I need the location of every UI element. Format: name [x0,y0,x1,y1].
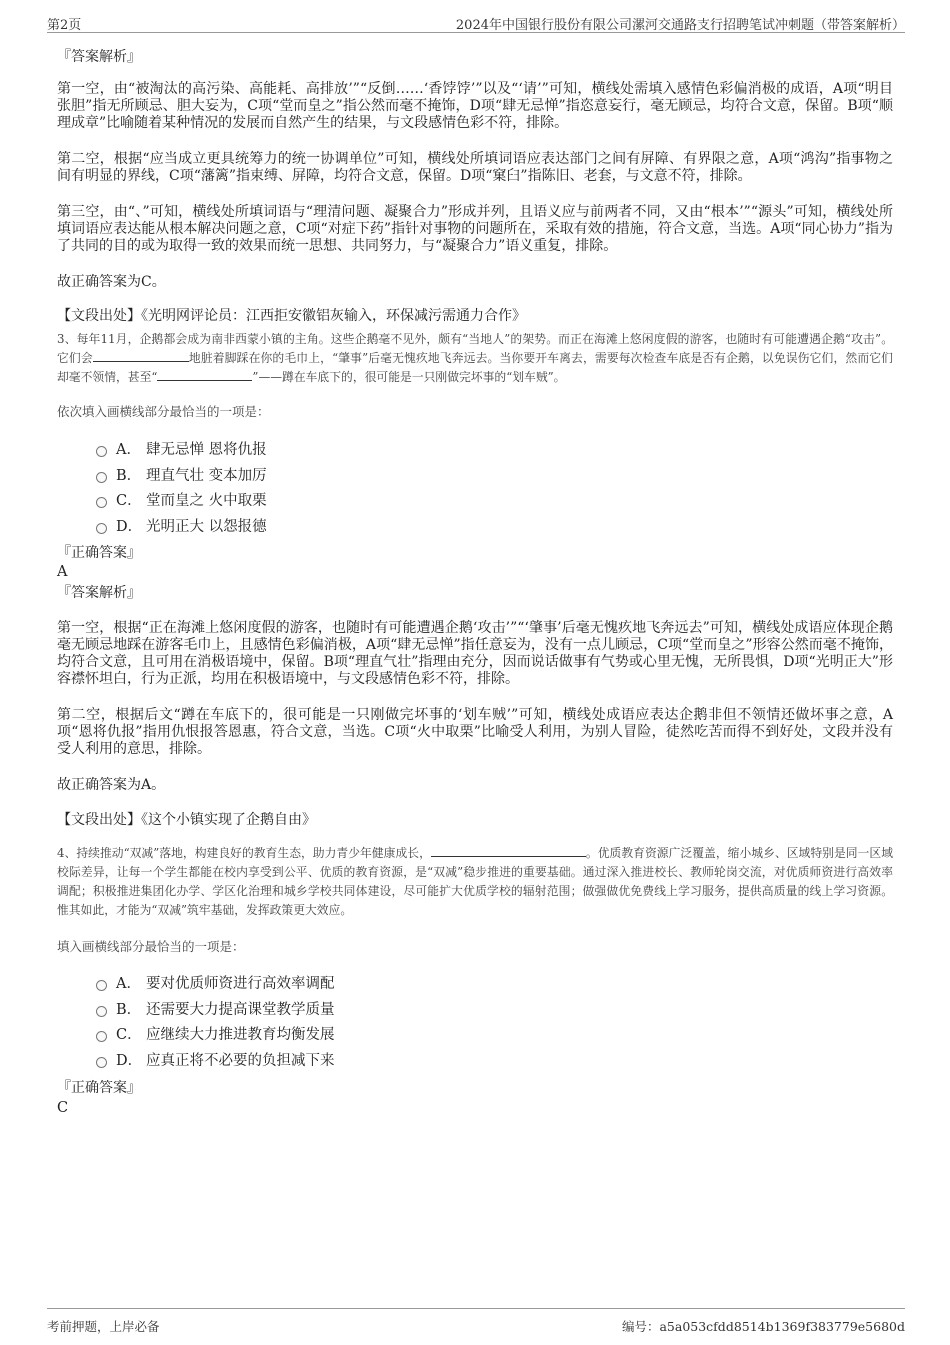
option-d[interactable] [96,513,496,539]
option-text: 理直气壮 变本加厉 [146,467,267,484]
question-3-instruction: 依次填入画横线部分最恰当的一项是： [57,404,270,419]
correct-answer: C [57,1100,69,1116]
radio-button[interactable] [96,446,107,457]
option-d[interactable] [96,1047,496,1073]
analysis-paragraph-3: 第三空，由“、”可知，横线处所填词语与“理清问题、凝聚合力”形成并列，且语义应与前两者不同，又由“根本’”“源头”可知，横线处所填词语应表达能从根本解决问题之意，C项“对症下药”指针对事物的问题所在，采取有效的措施，符合文意，当选。A项“同心协力”指为了共同的目的或为取得一致的效果而统一思想、共同努力，与“凝聚合力”语义重复，排除。 [57,204,893,254]
question-4-instruction: 填入画横线部分最恰当的一项是： [57,939,245,954]
analysis-paragraph-1: 第一空，根据“正在海滩上悠闲度假的游客，也随时有可能遭遇企鹅‘攻击’”“‘肇事’后毫无愧疚地飞奔远去”可知，横线处成语应体现企鹅毫无顾忌地踩在游客毛巾上，且感情色彩偏消极，A项“肆无忌惮”指任意妄为，没有一点儿顾忌，C项“堂而皇之”形容公然而毫不掩饰，均符合文意，且可用在消极语境中，保留。B项“理直气壮”指理由充分，因而说话做事有气势或心里无愧，无所畏惧，D项“光明正大”形容襟怀坦白，行为正派，均用在积极语境中，与文段感情色彩不符，排除。 [57,620,893,687]
option-text: 还需要大力提高课堂教学质量 [146,1001,335,1018]
page-number: 第2页 [47,18,82,33]
option-text: 光明正大 以怨报德 [146,518,267,535]
option-a[interactable] [96,970,496,996]
analysis-paragraph-2: 第二空，根据“应当成立更具统筹力的统一协调单位”可知，横线处所填词语应表达部门之间有屏障、有界限之意，A项“鸿沟”指事物之间有明显的界线，C项“藩篱”指束缚、屏障，均符合文意，保留。D项“窠臼”指陈旧、老套，与文意不符，排除。 [57,151,893,184]
question-text: 4、持续推动“双减”落地，构建良好的教育生态，助力青少年健康成长， [57,846,431,860]
option-letter: A． [116,976,141,993]
passage-source: 【文段出处】《这个小镇实现了企鹅自由》 [57,812,316,828]
correct-answer-label: 『正确答案』 [57,1080,141,1096]
analysis-label: 『答案解析』 [57,49,141,65]
option-text: 应继续大力推进教育均衡发展 [146,1027,335,1044]
option-letter: B． [116,1001,142,1018]
question-4-options [96,970,496,1072]
question-text: ”——蹲在车底下的，很可能是一只刚做完坏事的“划车贼”。 [252,370,566,384]
radio-button[interactable] [96,1057,107,1068]
answer-blank [431,844,586,857]
analysis-label: 『答案解析』 [57,585,141,601]
option-b[interactable] [96,462,496,488]
document-title: 2024年中国银行股份有限公司漯河交通路支行招聘笔试冲刺题（带答案解析） [455,18,905,33]
passage-source: 【文段出处】《光明网评论员：江西拒安徽铝灰输入，环保减污需通力合作》 [57,308,526,324]
answer-conclusion: 故正确答案为C。 [57,274,166,290]
option-text: 肆无忌惮 恩将仇报 [146,442,267,459]
radio-button[interactable] [96,1006,107,1017]
correct-answer-label: 『正确答案』 [57,545,141,561]
radio-button[interactable] [96,472,107,483]
option-b[interactable] [96,996,496,1022]
option-letter: D． [116,1052,143,1069]
option-letter: B． [116,467,142,484]
option-c[interactable] [96,1021,496,1047]
radio-button[interactable] [96,497,107,508]
option-letter: D． [116,518,143,535]
question-3-options [96,436,496,538]
correct-answer: A [57,564,68,580]
code-label: 编号： [621,1319,660,1334]
answer-blank [157,368,252,381]
document-code [622,1317,905,1335]
option-letter: C． [116,1027,142,1044]
question-4-stem [57,844,893,920]
question-text: 地脏着脚踩在你的毛巾上，“肇事”后毫无愧疚地飞奔远去。当你要开车离去，需要每次检查车底是否有企鹅，以免误伤它们，然而它们却毫不领情，甚至“ [57,351,893,384]
question-3-stem [57,330,893,387]
analysis-paragraph-1: 第一空，由“被淘汰的高污染、高能耗、高排放’”“反倒……‘香饽饽’”以及“‘请’”可知，横线处需填入感情色彩偏消极的成语，A项“明目张胆”指无所顾忌、胆大妄为，C项“堂而皇之”指公然而毫不掩饰，D项“肆无忌惮”指恣意妄行，毫无顾忌，均符合文意，保留。B项“顺理成章”比喻随着某种情况的发展而自然产生的结果，与文段感情色彩不符，排除。 [57,81,893,131]
page-footer [47,1308,905,1339]
footer-slogan: 考前押题，上岸必备 [47,1319,160,1334]
option-letter: C． [116,493,142,510]
question-text: 3、每年11月，企鹅都会成为南非西蒙小镇的主角。这些企鹅毫不见外，颇有“当地人”的架势。而正在海滩上悠闲度假的游客，也随时有可能遭遇企鹅“攻击”。它们会 [57,332,893,365]
radio-button[interactable] [96,523,107,534]
radio-button[interactable] [96,1031,107,1042]
analysis-paragraph-2: 第二空，根据后文“蹲在车底下的，很可能是一只刚做完坏事的‘划车贼’”可知，横线处成语应表达企鹅非但不领情还做坏事之意，A项“恩将仇报”指用仇恨报答恩惠，符合文意，当选。C项“火中取栗”比喻受人利用，为别人冒险，徒然吃苦而得不到好处，文段并没有受人利用的意思，排除。 [57,707,893,757]
code-value: a5a053cfdd8514b1369f383779e5680d [659,1319,905,1334]
page-header [47,12,905,33]
option-text: 应真正将不必要的负担减下来 [146,1052,335,1069]
option-text: 堂而皇之 火中取栗 [146,493,267,510]
answer-blank [93,349,189,362]
option-a[interactable] [96,436,496,462]
answer-conclusion: 故正确答案为A。 [57,777,166,793]
radio-button[interactable] [96,980,107,991]
option-text: 要对优质师资进行高效率调配 [146,976,335,993]
question-text: 。优质教育资源广泛覆盖，缩小城乡、区域特别是同一区域校际差异，让每一个学生都能在校内享受到公平、优质的教育资源，是“双减”稳步推进的重要基础。通过深入推进校长、教师轮岗交流，对优质师资进行高效率调配；积极推进集团化办学、学区化治理和城乡学校共同体建设，尽可能扩大优质学校的辐射范围；做强做优免费线上学习服务，提供高质量的线上学习资源。惟其如此，才能为“双减”筑牢基础，发挥政策更大效应。 [57,846,893,917]
option-c[interactable] [96,487,496,513]
option-letter: A． [116,442,141,459]
